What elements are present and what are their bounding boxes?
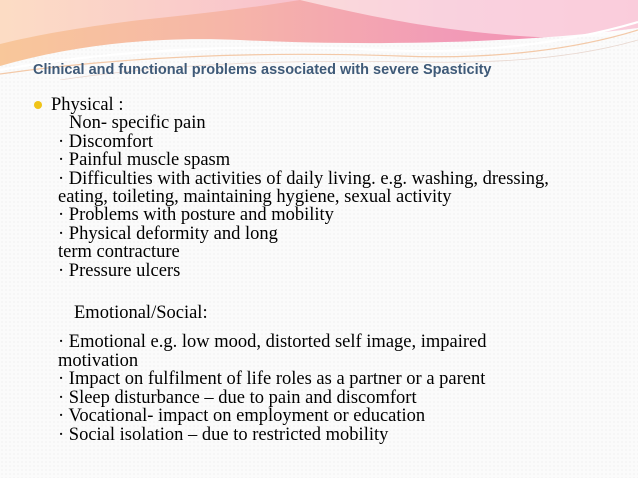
slide-title: Clinical and functional problems associated with severe Spasticity	[33, 62, 492, 78]
physical-line: · Problems with posture and mobility	[58, 205, 334, 226]
emotional-line: · Impact on fulfilment of life roles as a partner or a parent	[58, 369, 486, 390]
physical-line: term contracture	[58, 242, 180, 263]
bullet-physical-label: Physical :	[51, 95, 124, 115]
physical-line: eating, toileting, maintaining hygiene, sexual activity	[58, 187, 452, 208]
physical-line: · Painful muscle spasm	[58, 150, 231, 171]
physical-line: · Physical deformity and long	[58, 223, 278, 244]
emotional-line: · Emotional e.g. low mood, distorted self image, impaired	[58, 332, 487, 353]
slide-body	[34, 96, 630, 444]
emotional-line: · Social isolation – due to restricted mobility	[58, 424, 389, 445]
bullet-physical	[34, 96, 630, 114]
physical-line: · Difficulties with activities of daily living. e.g. washing, dressing,	[58, 168, 549, 189]
bullet-dot-icon	[34, 101, 42, 109]
physical-line: Non- specific pain	[69, 113, 206, 134]
physical-line: · Discomfort	[58, 131, 154, 152]
emotional-line: motivation	[58, 350, 139, 371]
spacer	[34, 280, 630, 304]
emotional-line: · Vocational- impact on employment or education	[58, 406, 426, 427]
physical-line: · Pressure ulcers	[58, 260, 181, 281]
emotional-heading: Emotional/Social:	[74, 303, 208, 324]
emotional-line: · Sleep disturbance – due to pain and discomfort	[58, 387, 417, 408]
